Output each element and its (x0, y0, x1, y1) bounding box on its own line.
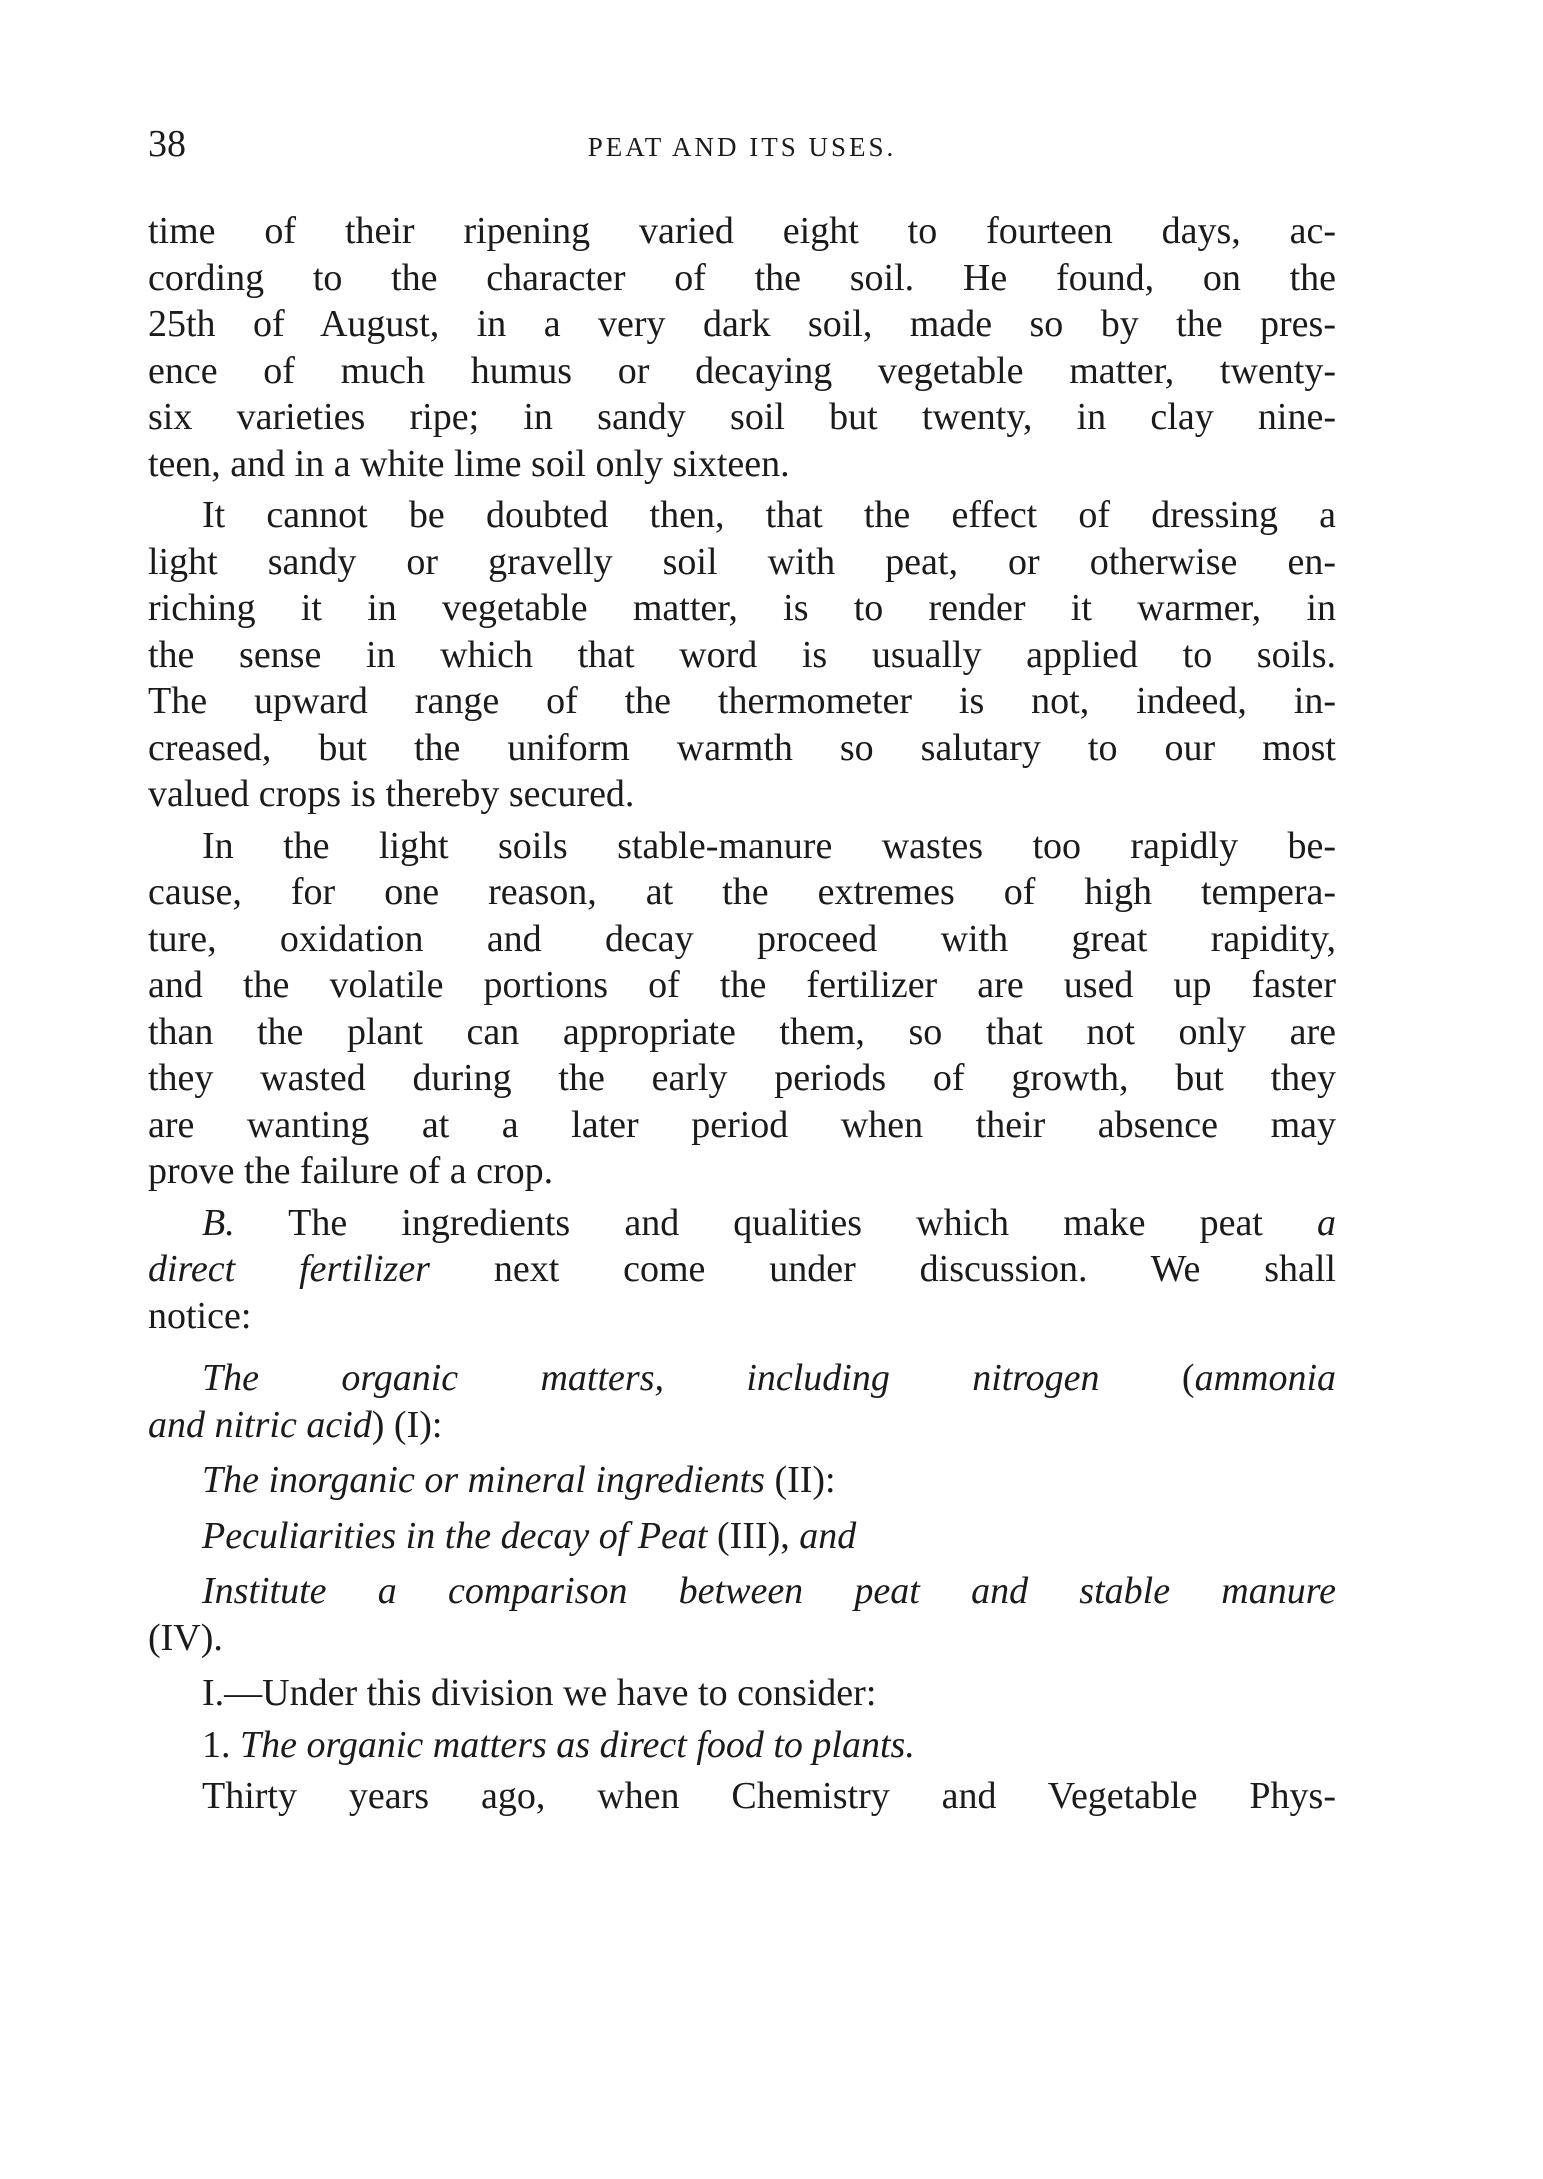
running-head: PEAT AND ITS USES. (587, 132, 897, 162)
text-line: teen, and in a white lime soil only sixteen. (148, 442, 790, 485)
text-line: Institute a comparison between peat and stable manure (202, 1570, 1336, 1612)
text-line: riching it in vegetable matter, is to render it warmer, in (148, 587, 1336, 629)
text-span: next come under discussion. We shall (429, 1248, 1336, 1290)
text-line: six varieties ripe; in sandy soil but twenty, in clay nine- (148, 396, 1336, 438)
text-line: light sandy or gravelly soil with peat, or otherwise en- (148, 540, 1336, 583)
text-line: prove the failure of a crop. (148, 1150, 554, 1192)
item-comparison (148, 1568, 1336, 1661)
text-line: In the light soils stable-manure wastes too rapidly be- (202, 824, 1336, 867)
item-inorganic (148, 1457, 1336, 1504)
text-line: ence of much humus or decaying vegetable matter, twenty- (148, 349, 1336, 392)
text-line: (IV). (148, 1616, 223, 1659)
text-line (148, 1513, 1336, 1560)
text-line: and the volatile portions of the fertilizer are used up faster (148, 964, 1336, 1006)
text-line: cause, for one reason, at the extremes of high tempera- (148, 871, 1336, 913)
text-line: The upward range of the thermometer is not, indeed, in- (148, 680, 1336, 722)
numbered-item (148, 1722, 1336, 1769)
italic-span: and nitric acid (148, 1403, 372, 1446)
text-line (148, 1722, 1336, 1769)
paragraph-warmer-soil (148, 492, 1336, 818)
text-line: valued crops is thereby secured. (148, 773, 635, 815)
paragraph-ripening (148, 208, 1336, 487)
italic-span: The organic matters, including nitrogen (202, 1357, 1100, 1399)
text-span: (III), (707, 1514, 800, 1557)
italic-span: direct fertilizer (148, 1248, 430, 1290)
text-line: ture, oxidation and decay proceed with great rapidity, (148, 917, 1336, 960)
text-line: cording to the character of the soil. He found, on the (148, 256, 1336, 299)
text-line: the sense in which that word is usually applied to soils. (148, 633, 1336, 676)
text-line (148, 1355, 1336, 1402)
item-peculiarities (148, 1513, 1336, 1560)
body-text (148, 208, 1336, 1820)
text-line: time of their ripening varied eight to fourteen days, ac- (148, 210, 1336, 252)
page-number: 38 (148, 123, 186, 165)
text-line: creased, but the uniform warmth so salutary to our most (148, 726, 1336, 769)
text-span: ) (I): (371, 1403, 443, 1446)
text-span: The ingredients and qualities which make peat (234, 1201, 1317, 1244)
text-line: 25th of August, in a very dark soil, made so by the pres- (148, 303, 1336, 345)
italic-span: and (799, 1514, 857, 1557)
text-line: notice: (148, 1294, 252, 1337)
italic-span: a (1317, 1201, 1336, 1244)
text-line (148, 1246, 1336, 1293)
item-organic-matters (148, 1355, 1336, 1448)
text-line (148, 1457, 1336, 1504)
text-line (148, 1402, 1336, 1449)
text-line: Thirty years ago, when Chemistry and Vegetable Phys- (202, 1775, 1336, 1817)
division-heading (148, 1670, 1336, 1717)
italic-span: Peculiarities in the decay of Peat (202, 1514, 708, 1557)
section-label-b: B. (202, 1201, 235, 1244)
text-line (148, 1200, 1336, 1247)
text-span: (II): (764, 1459, 836, 1501)
italic-span: ammonia (1194, 1357, 1337, 1399)
italic-span: The inorganic or mineral ingredients (202, 1459, 765, 1501)
italic-span: The organic matters as direct food to plants. (240, 1723, 915, 1766)
text-line: I.—Under this division we have to consider: (202, 1672, 877, 1714)
text-line: are wanting at a later period when their absence may (148, 1103, 1336, 1146)
text-line: It cannot be doubted then, that the effect of dressing a (202, 494, 1336, 536)
text-line: they wasted during the early periods of growth, but they (148, 1057, 1336, 1099)
paragraph-light-soils (148, 823, 1336, 1195)
item-number: 1. (202, 1723, 240, 1766)
text-span: ( (1099, 1357, 1195, 1399)
text-line: than the plant can appropriate them, so that not only are (148, 1010, 1336, 1053)
paragraph-direct-fertilizer (148, 1200, 1336, 1340)
page-header (148, 122, 1336, 172)
paragraph-thirty-years (148, 1773, 1336, 1820)
